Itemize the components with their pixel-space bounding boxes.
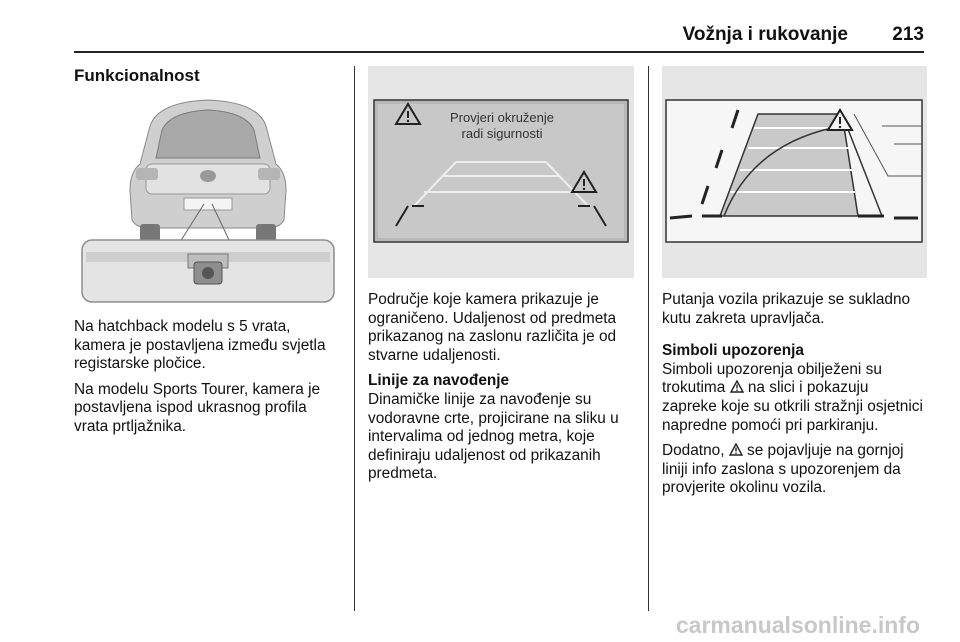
paragraph [662,442,927,498]
section-title: Funkcionalnost [74,66,200,85]
page-number: 213 [892,24,924,45]
car-rear-camera-figure [80,94,338,304]
subheading: Simboli upozorenja [662,342,804,360]
trajectory-screen-figure [662,66,927,278]
paragraph-text: se pojavljuje na gornjoj liniji info zaslona s upozorenjem da provjerite okolinu vozila. [662,442,904,497]
screen-warning-text: Provjeri okruženje [449,110,555,125]
chapter-title: Vožnja i rukovanje [682,24,848,45]
watermark: carmanualsonline.info [675,612,920,638]
column-1-text [74,318,344,444]
paragraph-text: Dodatno, [662,442,725,460]
paragraph: Na hatchback modelu s 5 vrata, kamera je postavljena između svjetla registarske pločice. [74,318,326,373]
paragraph [662,361,927,435]
subheading: Linije za navođenje [368,372,510,390]
paragraph-text: na slici i pokazuju zapreke koje su otkrili stražnji osjetnici napredne pomoći pri parkiranju. [662,379,923,434]
column-1 [74,64,344,94]
screen-warning-text: radi sigurnosti [461,126,543,141]
warning-triangle-icon [729,443,743,456]
paragraph: Područje koje kamera prikazuje je ograničeno. Udaljenost od predmeta prikazanog na zaslonu različita je od stvarne udaljenosti. [368,291,617,364]
warning-triangle-icon [730,380,744,393]
column-divider-2 [648,66,649,611]
column-3-text [662,291,927,505]
paragraph-text: Simboli upozorenja obilježeni su trokutima [662,360,882,397]
page-header [0,0,960,58]
paragraph: Na modelu Sports Tourer, kamera je postavljena ispod ukrasnog profila vrata prtljažnika. [74,380,321,435]
paragraph: Putanja vozila prikazuje se sukladno kutu zakreta upravljača. [662,291,911,327]
header-rule [74,51,924,53]
column-2-text [368,291,633,491]
camera-screen-figure [368,66,634,278]
paragraph: Dinamičke linije za navođenje su vodoravne crte, projicirane na sliku u intervalima od jednog metra, koje definiraju udaljenost od prikazanih predmeta. [368,390,619,483]
column-divider-1 [354,66,355,611]
